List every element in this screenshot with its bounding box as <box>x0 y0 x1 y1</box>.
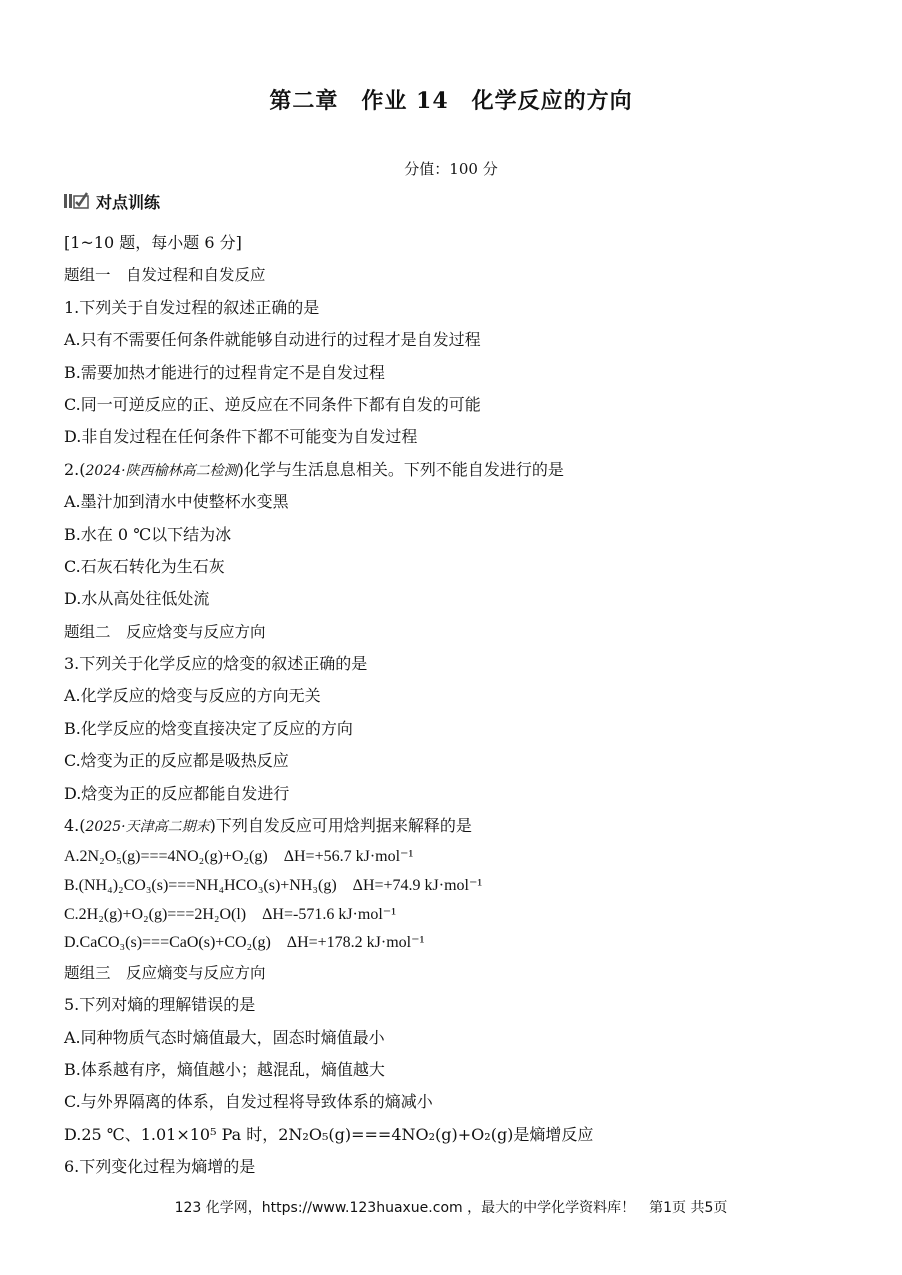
q2-source: 2024·陕西榆林高二检测 <box>85 462 238 479</box>
q6-stem: 6.下列变化过程为熵增的是 <box>64 1157 256 1177</box>
q2-option-b: B.水在 0 ℃以下结为冰 <box>64 524 232 544</box>
q5-option-c: C.与外界隔离的体系，自发过程将导致体系的熵减小 <box>64 1092 433 1112</box>
q1-option-b: B.需要加热才能进行的过程肯定不是自发过程 <box>64 362 385 382</box>
q4-option-c: C.2H₂(g)+O₂(g)===2H₂O(l) ΔH=-571.6 kJ·mol⁻¹ <box>64 905 397 923</box>
question-list <box>64 228 864 1185</box>
score-note: [1~10 题，每小题 6 分] <box>64 233 242 252</box>
q2-option-d: D.水从高处往低处流 <box>64 589 210 609</box>
q4-option-a: A.2N₂O₅(g)===4NO₂(g)+O₂(g) ΔH=+56.7 kJ·mol⁻¹ <box>64 848 414 866</box>
page-title: 第二章 作业 14 化学反应的方向 <box>269 88 633 114</box>
q4-option-b: B.(NH₄)₂CO₃(s)===NH₄HCO₃(s)+NH₃(g) ΔH=+74.9 kJ·mol⁻¹ <box>64 877 483 895</box>
section-header <box>64 190 160 212</box>
q3-option-d: D.焓变为正的反应都能自发进行 <box>64 783 290 803</box>
q5-option-d: D.25 ℃、1.01×10⁵ Pa 时，2N₂O₅(g)===4NO₂(g)+O₂(g)是熵增反应 <box>64 1124 594 1144</box>
q3-option-b: B.化学反应的焓变直接决定了反应的方向 <box>64 718 353 738</box>
q1-option-d: D.非自发过程在任何条件下都不可能变为自发过程 <box>64 427 418 447</box>
q4-stem: 4.(2025·天津高二期末)下列自发反应可用焓判据来解释的是 <box>64 816 472 836</box>
section-label: 对点训练 <box>96 192 161 212</box>
q4-source: 2025·天津高二期末 <box>85 819 210 836</box>
q1-stem: 1.下列关于自发过程的叙述正确的是 <box>64 297 320 317</box>
group-heading-1: 题组一 自发过程和自发反应 <box>64 266 266 285</box>
group-heading-3: 题组三 反应熵变与反应方向 <box>64 963 266 982</box>
q4-option-d: D.CaCO₃(s)===CaO(s)+CO₂(g) ΔH=+178.2 kJ·mol⁻¹ <box>64 934 425 952</box>
q3-stem: 3.下列关于化学反应的焓变的叙述正确的是 <box>64 654 368 674</box>
group-heading-2: 题组二 反应焓变与反应方向 <box>64 622 266 641</box>
q2-option-a: A.墨汁加到清水中使整杯水变黑 <box>64 492 289 512</box>
q1-option-c: C.同一可逆反应的正、逆反应在不同条件下都有自发的可能 <box>64 394 481 414</box>
q5-stem: 5.下列对熵的理解错误的是 <box>64 995 256 1015</box>
q5-option-a: A.同种物质气态时熵值最大，固态时熵值最小 <box>64 1027 385 1047</box>
page-footer: 123 化学网，https://www.123huaxue.com ，最大的中学化学资料库！ 第1页 共5页 <box>174 1200 728 1216</box>
q2-option-c: C.石灰石转化为生石灰 <box>64 556 225 576</box>
q3-option-c: C.焓变为正的反应都是吸热反应 <box>64 751 289 771</box>
q1-option-a: A.只有不需要任何条件就能够自动进行的过程才是自发过程 <box>64 330 481 350</box>
q2-stem: 2.(2024·陕西榆林高二检测)化学与生活息息相关。下列不能自发进行的是 <box>64 459 564 479</box>
checklist-icon <box>64 192 90 210</box>
q3-option-a: A.化学反应的焓变与反应的方向无关 <box>64 686 321 706</box>
score-text: 分值：100 分 <box>404 160 498 178</box>
q5-option-b: B.体系越有序，熵值越小；越混乱，熵值越大 <box>64 1059 385 1079</box>
